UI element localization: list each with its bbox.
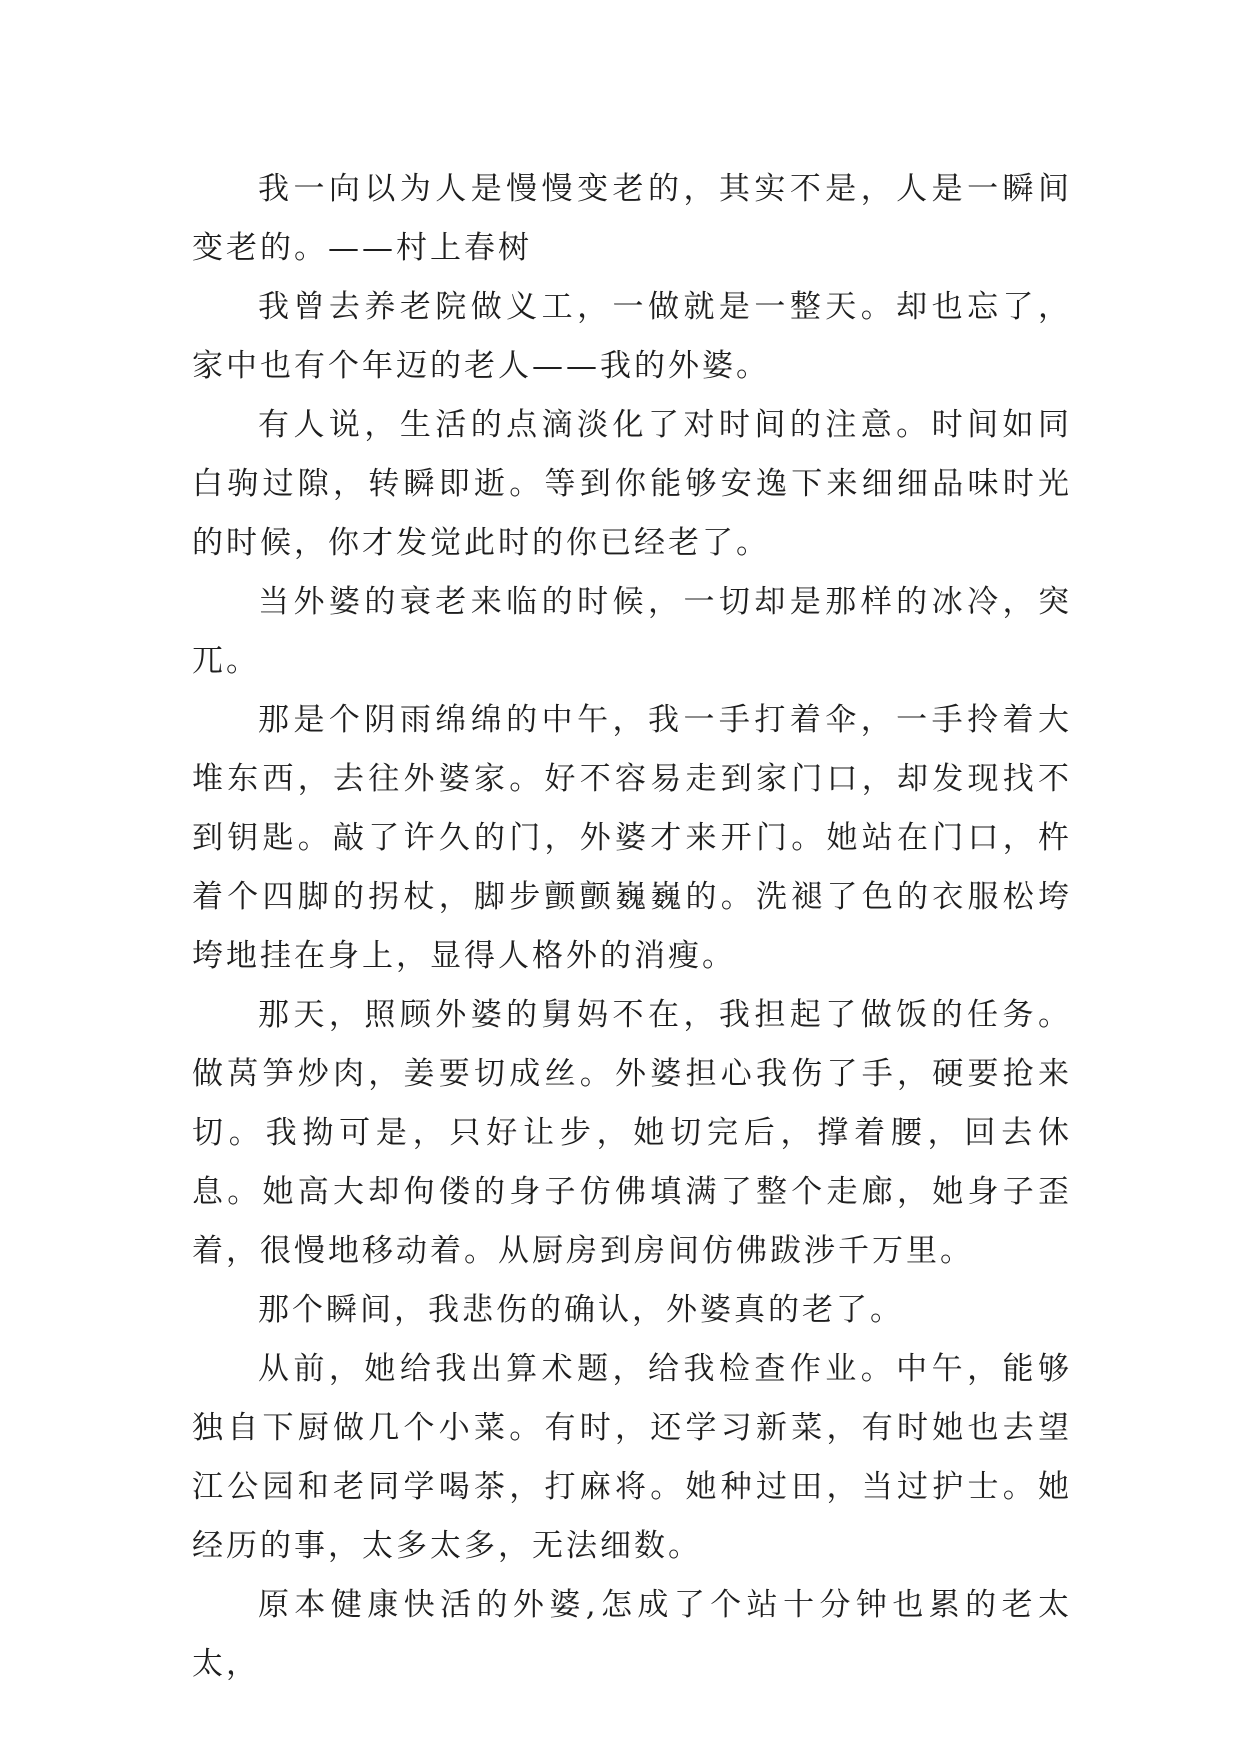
paragraph-9: 原本健康快活的外婆,怎成了个站十分钟也累的老太太， <box>192 1587 1072 1682</box>
paragraph-3: 有人说，生活的点滴淡化了对时间的注意。时间如同白驹过隙，转瞬即逝。等到你能够安逸下来细细品味时光的时候，你才发觉此时的你已经老了。 <box>192 407 1072 561</box>
paragraph-1: 我一向以为人是慢慢变老的，其实不是，人是一瞬间变老的。——村上春树 <box>192 171 1072 266</box>
paragraph-7: 那个瞬间，我悲伤的确认，外婆真的老了。 <box>258 1292 904 1328</box>
paragraph-8: 从前，她给我出算术题，给我检查作业。中午，能够独自下厨做几个小菜。有时，还学习新菜，有时她也去望江公园和老同学喝茶，打麻将。她种过田，当过护士。她经历的事，太多太多，无法细数。 <box>192 1351 1072 1564</box>
article-body <box>192 160 1072 1694</box>
paragraph-6: 那天，照顾外婆的舅妈不在，我担起了做饭的任务。做莴笋炒肉，姜要切成丝。外婆担心我伤了手，硬要抢来切。我拗可是，只好让步，她切完后，撑着腰，回去休息。她高大却佝偻的身子仿佛填满了整个走廊，她身子歪着，很慢地移动着。从厨房到房间仿佛跋涉千万里。 <box>192 997 1072 1269</box>
paragraph-2: 我曾去养老院做义工，一做就是一整天。却也忘了，家中也有个年迈的老人——我的外婆。 <box>192 289 1072 384</box>
paragraph-5: 那是个阴雨绵绵的中午，我一手打着伞，一手拎着大堆东西，去往外婆家。好不容易走到家门口，却发现找不到钥匙。敲了许久的门，外婆才来开门。她站在门口，杵着个四脚的拐杖，脚步颤颤巍巍的。洗褪了色的衣服松垮垮地挂在身上，显得人格外的消瘦。 <box>192 702 1072 974</box>
paragraph-4: 当外婆的衰老来临的时候，一切却是那样的冰冷，突兀。 <box>192 584 1072 679</box>
